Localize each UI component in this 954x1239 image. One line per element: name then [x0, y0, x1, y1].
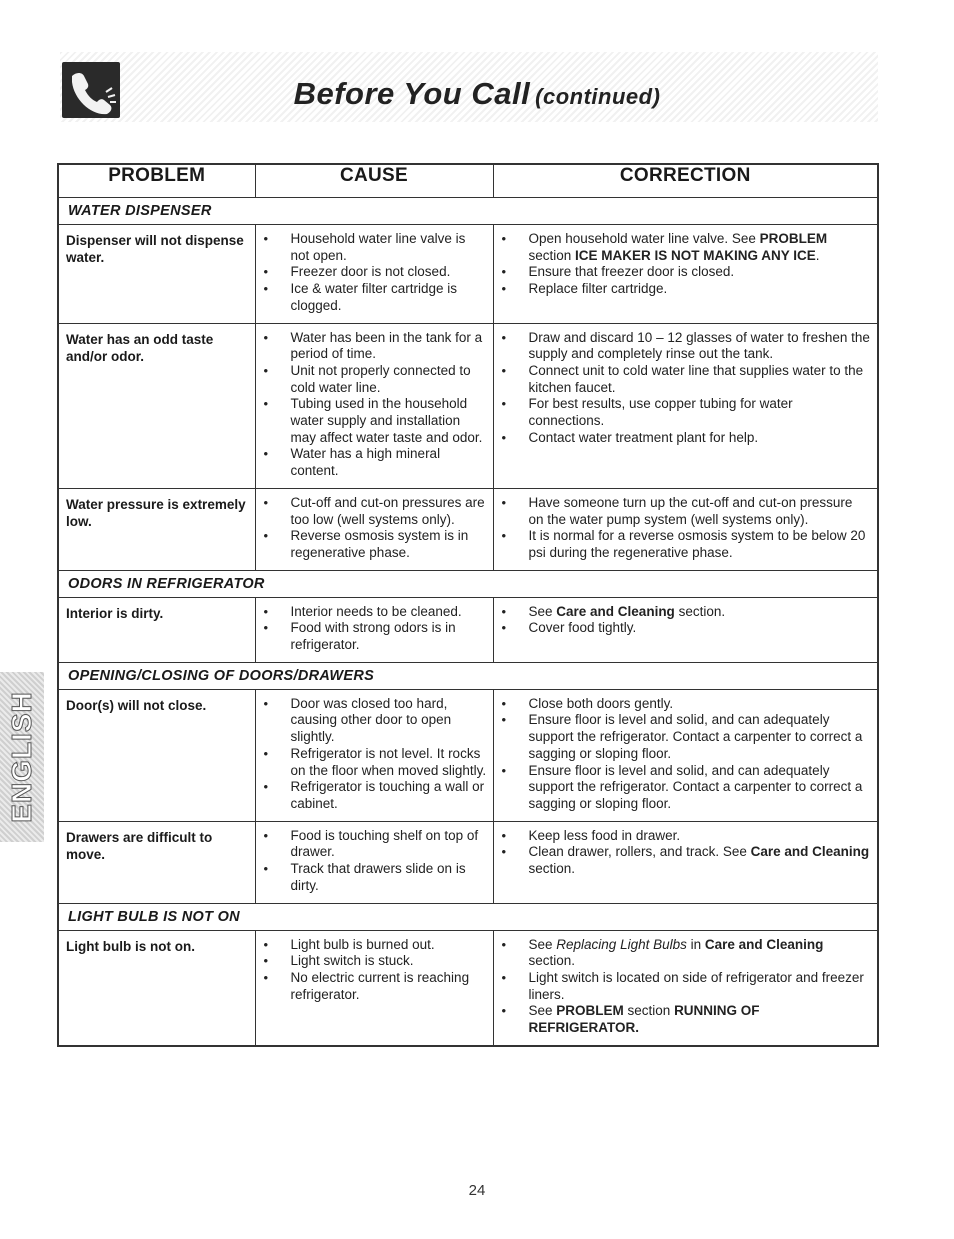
cause-item: • Refrigerator is touching a wall or cabinet.: [256, 779, 487, 812]
correction-text: Keep less food in drawer.: [528, 827, 681, 843]
column-header-problem: PROBLEM: [58, 164, 255, 198]
section-row: [58, 903, 878, 930]
section-row: [58, 570, 878, 597]
cause-item: • Light bulb is burned out.: [256, 937, 487, 954]
column-header-correction: CORRECTION: [493, 164, 878, 198]
page-title: [0, 76, 954, 112]
cause-item: • Water has a high mineral content.: [256, 446, 487, 479]
section-title: OPENING/CLOSING OF DOORS/DRAWERS: [58, 662, 878, 689]
correction-text: Clean drawer, rollers, and track. See: [528, 844, 751, 860]
cause-item: • Food with strong odors is in refrigerator.: [256, 620, 487, 653]
correction-item: [494, 430, 872, 447]
cause-item: • Household water line valve is not open.: [256, 231, 487, 264]
problem-cell: Drawers are difficult to move.: [58, 821, 255, 903]
page-title-main: Before You Call: [293, 76, 531, 111]
correction-text: section: [623, 1003, 675, 1019]
cause-item: • Refrigerator is not level. It rocks on the floor when moved slightly.: [256, 746, 487, 779]
table-row: [58, 821, 878, 903]
correction-item: [494, 620, 872, 637]
cause-item: • Track that drawers slide on is dirty.: [256, 861, 487, 894]
correction-item: [494, 970, 872, 1003]
correction-text: Ensure floor is level and solid, and can adequately support the refrigerator. Contact a carpenter to correct a sagging or sloping floor.: [528, 762, 863, 811]
correction-cell: [493, 225, 878, 324]
table-row: [58, 323, 878, 488]
cause-item: • No electric current is reaching refrigerator.: [256, 970, 487, 1003]
cause-item: • Cut-off and cut-on pressures are too low (well systems only).: [256, 495, 487, 528]
table-body: [58, 198, 878, 1046]
problem-cell: Interior is dirty.: [58, 597, 255, 662]
correction-list: [494, 690, 878, 821]
correction-cell: [493, 821, 878, 903]
page-title-subtitle: (continued): [535, 84, 661, 109]
correction-text: section: [528, 247, 576, 263]
correction-list: [494, 324, 878, 455]
page-number: 24: [468, 1182, 486, 1199]
section-title: WATER DISPENSER: [58, 198, 878, 225]
correction-emphasis: ICE MAKER IS NOT MAKING ANY ICE: [575, 247, 816, 263]
correction-item: [494, 281, 872, 298]
language-side-tab-label: ENGLISH: [6, 691, 37, 823]
section-title: ODORS IN REFRIGERATOR: [58, 570, 878, 597]
cause-cell: [255, 597, 493, 662]
problem-cell: Light bulb is not on.: [58, 930, 255, 1046]
troubleshooting-table: [57, 163, 879, 1047]
correction-item: [494, 330, 872, 363]
correction-item: [494, 828, 872, 845]
cause-item: • Food is touching shelf on top of drawer.: [256, 828, 487, 861]
correction-item: [494, 495, 872, 528]
correction-emphasis: Care and Cleaning: [556, 603, 675, 619]
cause-item: • Ice & water filter cartridge is clogged.: [256, 281, 487, 314]
correction-text: Close both doors gently.: [528, 695, 674, 711]
correction-item: [494, 1003, 872, 1036]
correction-text: section.: [674, 603, 726, 619]
cause-item: • Door was closed too hard, causing other door to open slightly.: [256, 696, 487, 746]
cause-item: • Water has been in the tank for a period of time.: [256, 330, 487, 363]
correction-emphasis: Care and Cleaning: [704, 936, 824, 952]
correction-item: [494, 696, 872, 713]
correction-text: Cover food tightly.: [528, 620, 637, 636]
correction-item: [494, 363, 872, 396]
problem-cell: Dispenser will not dispense water.: [58, 225, 255, 324]
cause-list: [256, 489, 493, 570]
correction-list: [494, 225, 878, 306]
table-row: [58, 597, 878, 662]
section-row: [58, 662, 878, 689]
correction-text: in: [686, 936, 705, 952]
correction-cell: [493, 689, 878, 821]
cause-list: [256, 324, 493, 488]
correction-text: For best results, use copper tubing for water connections.: [528, 396, 793, 429]
correction-text: Light switch is located on side of refrigerator and freezer liners.: [528, 969, 864, 1002]
cause-list: [256, 822, 493, 903]
correction-text: Connect unit to cold water line that supplies water to the kitchen faucet.: [528, 362, 864, 395]
correction-item: [494, 604, 872, 621]
cause-item: • Freezer door is not closed.: [256, 264, 487, 281]
correction-item: [494, 264, 872, 281]
correction-text: section.: [528, 953, 576, 969]
cause-cell: [255, 488, 493, 570]
cause-item: • Light switch is stuck.: [256, 953, 487, 970]
correction-item: [494, 937, 872, 970]
table-row: [58, 930, 878, 1046]
correction-cell: [493, 488, 878, 570]
correction-list: [494, 598, 878, 645]
correction-cell: [493, 930, 878, 1046]
cause-cell: [255, 689, 493, 821]
correction-reference: Replacing Light Bulbs: [556, 936, 687, 952]
correction-text: Open household water line valve. See: [528, 231, 760, 246]
correction-item: [494, 763, 872, 813]
correction-item: [494, 231, 872, 264]
cause-item: • Reverse osmosis system is in regenerative phase.: [256, 528, 487, 561]
correction-text: Draw and discard 10 – 12 glasses of water to freshen the supply and completely rinse out the tank.: [528, 329, 870, 362]
column-header-cause: CAUSE: [255, 164, 493, 198]
correction-list: [494, 489, 878, 570]
correction-list: [494, 822, 878, 886]
correction-item: [494, 844, 872, 877]
cause-cell: [255, 225, 493, 324]
correction-text: See: [528, 1003, 557, 1019]
cause-cell: [255, 930, 493, 1046]
problem-cell: Water pressure is extremely low.: [58, 488, 255, 570]
table-header-row: [58, 164, 878, 198]
cause-cell: [255, 821, 493, 903]
cause-item: • Unit not properly connected to cold water line.: [256, 363, 487, 396]
problem-cell: Door(s) will not close.: [58, 689, 255, 821]
correction-emphasis: RUNNING OF REFRIGERATOR.: [528, 1003, 760, 1036]
section-row: [58, 198, 878, 225]
problem-cell: Water has an odd taste and/or odor.: [58, 323, 255, 488]
correction-text: See: [528, 603, 557, 619]
correction-emphasis: Care and Cleaning: [750, 844, 870, 860]
cause-list: [256, 225, 493, 323]
correction-text: See: [528, 936, 557, 952]
correction-text: Ensure floor is level and solid, and can adequately support the refrigerator. Contact a carpenter to correct a sagging or sloping floor.: [528, 712, 863, 761]
correction-text: Have someone turn up the cut-off and cut-on pressure on the water pump system (well systems only).: [528, 494, 853, 527]
correction-item: [494, 396, 872, 429]
cause-list: [256, 598, 493, 662]
cause-list: [256, 690, 493, 821]
cause-item: • Interior needs to be cleaned.: [256, 604, 487, 621]
correction-text: Contact water treatment plant for help.: [528, 429, 759, 445]
correction-emphasis: PROBLEM: [556, 1003, 624, 1019]
correction-cell: [493, 597, 878, 662]
section-title: LIGHT BULB IS NOT ON: [58, 903, 878, 930]
correction-cell: [493, 323, 878, 488]
correction-item: [494, 528, 872, 561]
correction-text: It is normal for a reverse osmosis system to be below 20 psi during the regenerative phase.: [528, 528, 866, 560]
correction-list: [494, 931, 878, 1045]
correction-text: section.: [528, 861, 576, 877]
correction-text: Replace filter cartridge.: [528, 281, 668, 297]
table-row: [58, 225, 878, 324]
correction-text: Ensure that freezer door is closed.: [528, 264, 735, 280]
table-row: [58, 488, 878, 570]
cause-item: • Tubing used in the household water supply and installation may affect water taste and odor.: [256, 396, 487, 446]
table-row: [58, 689, 878, 821]
correction-text: .: [815, 247, 820, 263]
correction-item: [494, 712, 872, 762]
cause-list: [256, 931, 493, 1012]
cause-cell: [255, 323, 493, 488]
correction-emphasis: PROBLEM: [759, 231, 828, 246]
